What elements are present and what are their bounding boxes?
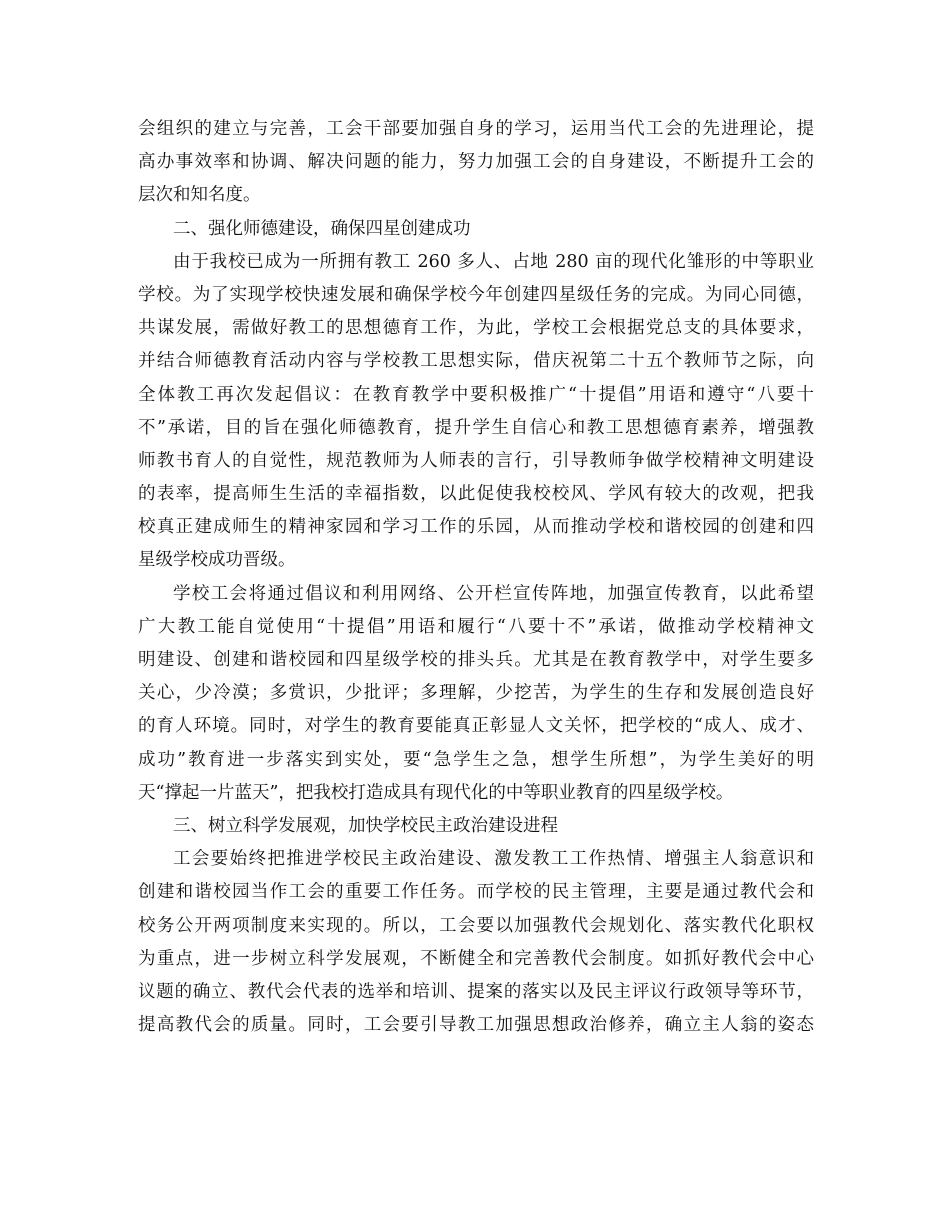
text-line: 校务公开两项制度来实现的。所以，工会要以加强教代会规划化、落实教代化职权 bbox=[138, 915, 814, 936]
text-line: 共谋发展，需做好教工的思想德育工作，为此，学校工会根据党总支的具体要求， bbox=[138, 318, 814, 339]
text-line: 师教书育人的自觉性，规范教师为人师表的言行，引导教师争做学校精神文明建设 bbox=[138, 450, 814, 471]
text-line: 的育人环境。同时，对学生的教育要能真正彰显人文关怀，把学校的“成人、成才、 bbox=[138, 716, 814, 737]
text-line: 全体教工再次发起倡议：在教育教学中要积极推广“十提倡”用语和遵守“八要十 bbox=[138, 384, 814, 405]
text-line: 高办事效率和协调、解决问题的能力，努力加强工会的自身建设，不断提升工会的 bbox=[138, 152, 814, 173]
text-line: 二、强化师德建设，确保四星创建成功 bbox=[173, 218, 471, 239]
text-line: 会组织的建立与完善，工会干部要加强自身的学习，运用当代工会的先进理论，提 bbox=[138, 119, 814, 139]
text-line: 星级学校成功晋级。 bbox=[138, 550, 296, 571]
text-line: 成功”教育进一步落实到实处，要“急学生之急，想学生所想”，为学生美好的明 bbox=[138, 749, 814, 770]
text-line: 工会要始终把推进学校民主政治建设、激发教工工作热情、增强主人翁意识和 bbox=[173, 849, 814, 870]
text-line: 并结合师德教育活动内容与学校教工思想实际，借庆祝第二十五个教师节之际，向 bbox=[138, 351, 814, 372]
text-line: 天“撑起一片蓝天”，把我校打造成具有现代化的中等职业教育的四星级学校。 bbox=[138, 782, 734, 803]
text-line: 的表率，提高师生生活的幸福指数，以此促使我校校风、学风有较大的改观，把我 bbox=[138, 484, 814, 505]
text-line: 学校。为了实现学校快速发展和确保学校今年创建四星级任务的完成。为同心同德， bbox=[138, 284, 814, 305]
text-line: 明建设、创建和谐校园和四星级学校的排头兵。尤其是在教育教学中，对学生要多 bbox=[138, 650, 814, 670]
text-line: 学校工会将通过倡议和利用网络、公开栏宣传阵地，加强宣传教育，以此希望 bbox=[173, 583, 814, 604]
text-line: 三、树立科学发展观，加快学校民主政治建设进程 bbox=[173, 815, 558, 836]
text-line: 创建和谐校园当作工会的重要工作任务。而学校的民主管理，主要是通过教代会和 bbox=[138, 882, 814, 903]
text-line: 提高教代会的质量。同时，工会要引导教工加强思想政治修养，确立主人翁的姿态 bbox=[138, 1015, 814, 1036]
text-line: 层次和知名度。 bbox=[138, 185, 261, 206]
text-line: 由于我校已成为一所拥有教工 260 多人、占地 280 亩的现代化雏形的中等职业 bbox=[173, 251, 814, 272]
text-line: 为重点，进一步树立科学发展观，不断健全和完善教代会制度。如抓好教代会中心 bbox=[138, 948, 814, 969]
text-line: 广大教工能自觉使用“十提倡”用语和履行“八要十不”承诺，做推动学校精神文 bbox=[138, 616, 814, 637]
text-line: 议题的确立、教代会代表的选举和培训、提案的落实以及民主评议行政领导等环节， bbox=[138, 981, 814, 1002]
text-line: 校真正建成师生的精神家园和学习工作的乐园，从而推动学校和谐校园的创建和四 bbox=[138, 517, 814, 538]
text-line: 不”承诺，目的旨在强化师德教育，提升学生自信心和教工思想德育素养，增强教 bbox=[138, 417, 814, 438]
document-page bbox=[138, 113, 814, 1042]
text-line: 关心，少冷漠；多赏识，少批评；多理解，少挖苦，为学生的生存和发展创造良好 bbox=[138, 683, 814, 704]
